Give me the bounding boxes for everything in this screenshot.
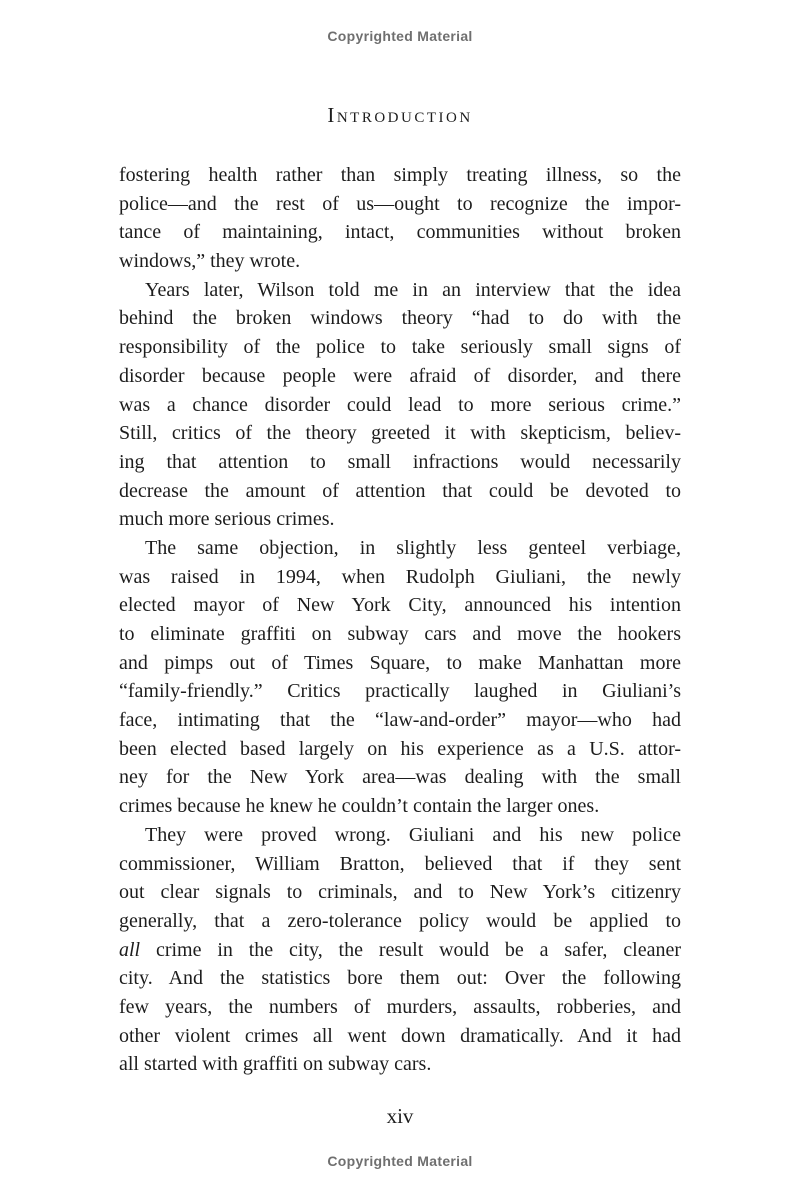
text-line: been elected based largely on his experience as a U.S. attor- [119,737,681,760]
text-line: behind the broken windows theory “had to do with the [119,307,681,330]
text-line: disorder because people were afraid of disorder, and there [119,364,681,387]
text-line: “family-friendly.” Critics practically laughed in Giuliani’s [119,680,681,703]
text-line: The same objection, in slightly less genteel verbiage, [145,536,681,559]
text-line: ney for the New York area—was dealing with the small [119,766,681,789]
text-line: They were proved wrong. Giuliani and his new police [145,823,681,846]
paragraph [119,534,681,821]
text-line: Still, critics of the theory greeted it with skepticism, believ- [119,422,681,445]
text-line: fostering health rather than simply treating illness, so the [119,164,681,186]
page-number: xiv [386,1104,414,1128]
text-line: police—and the rest of us—ought to recognize the impor- [119,192,681,215]
page-body [119,161,681,1079]
text-line: tance of maintaining, intact, communities without broken [119,221,681,244]
text-line: ing that attention to small infractions would necessarily [119,450,681,473]
text-line: all crime in the city, the result would be a safer, cleaner [119,938,681,961]
copyright-watermark-bottom: Copyrighted Material [327,1153,473,1169]
paragraph [119,161,681,276]
text-line: to eliminate graffiti on subway cars and move the hookers [119,623,681,645]
text-line: crimes because he knew he couldn’t contain the larger ones. [119,795,600,818]
text-line: decrease the amount of attention that could be devoted to [119,479,681,502]
text-line: was raised in 1994, when Rudolph Giuliani, the newly [119,565,681,588]
text-line: all started with graffiti on subway cars. [119,1053,432,1076]
copyright-watermark-top: Copyrighted Material [327,28,473,44]
text-line: face, intimating that the “law-and-order” mayor—who had [119,709,681,732]
text-line: generally, that a zero-tolerance policy would be applied to [119,909,681,932]
text-line: elected mayor of New York City, announced his intention [119,594,681,617]
text-line: windows,” they wrote. [119,250,301,273]
text-line: responsibility of the police to take seriously small signs of [119,336,681,359]
text-line: out clear signals to criminals, and to New York’s citizenry [119,881,681,904]
text-line: was a chance disorder could lead to more serious crime.” [119,393,681,416]
text-line: commissioner, William Bratton, believed that if they sent [119,852,681,875]
chapter-title: Introduction [327,103,473,127]
text-line: much more serious crimes. [119,508,335,531]
text-line: other violent crimes all went down dramatically. And it had [119,1024,681,1047]
paragraph [119,821,681,1079]
text-line: Years later, Wilson told me in an interview that the idea [145,278,681,301]
text-line: city. And the statistics bore them out: Over the following [119,967,681,990]
text-line: few years, the numbers of murders, assaults, robberies, and [119,995,681,1018]
text-line: and pimps out of Times Square, to make Manhattan more [119,651,681,674]
paragraph [119,276,681,534]
